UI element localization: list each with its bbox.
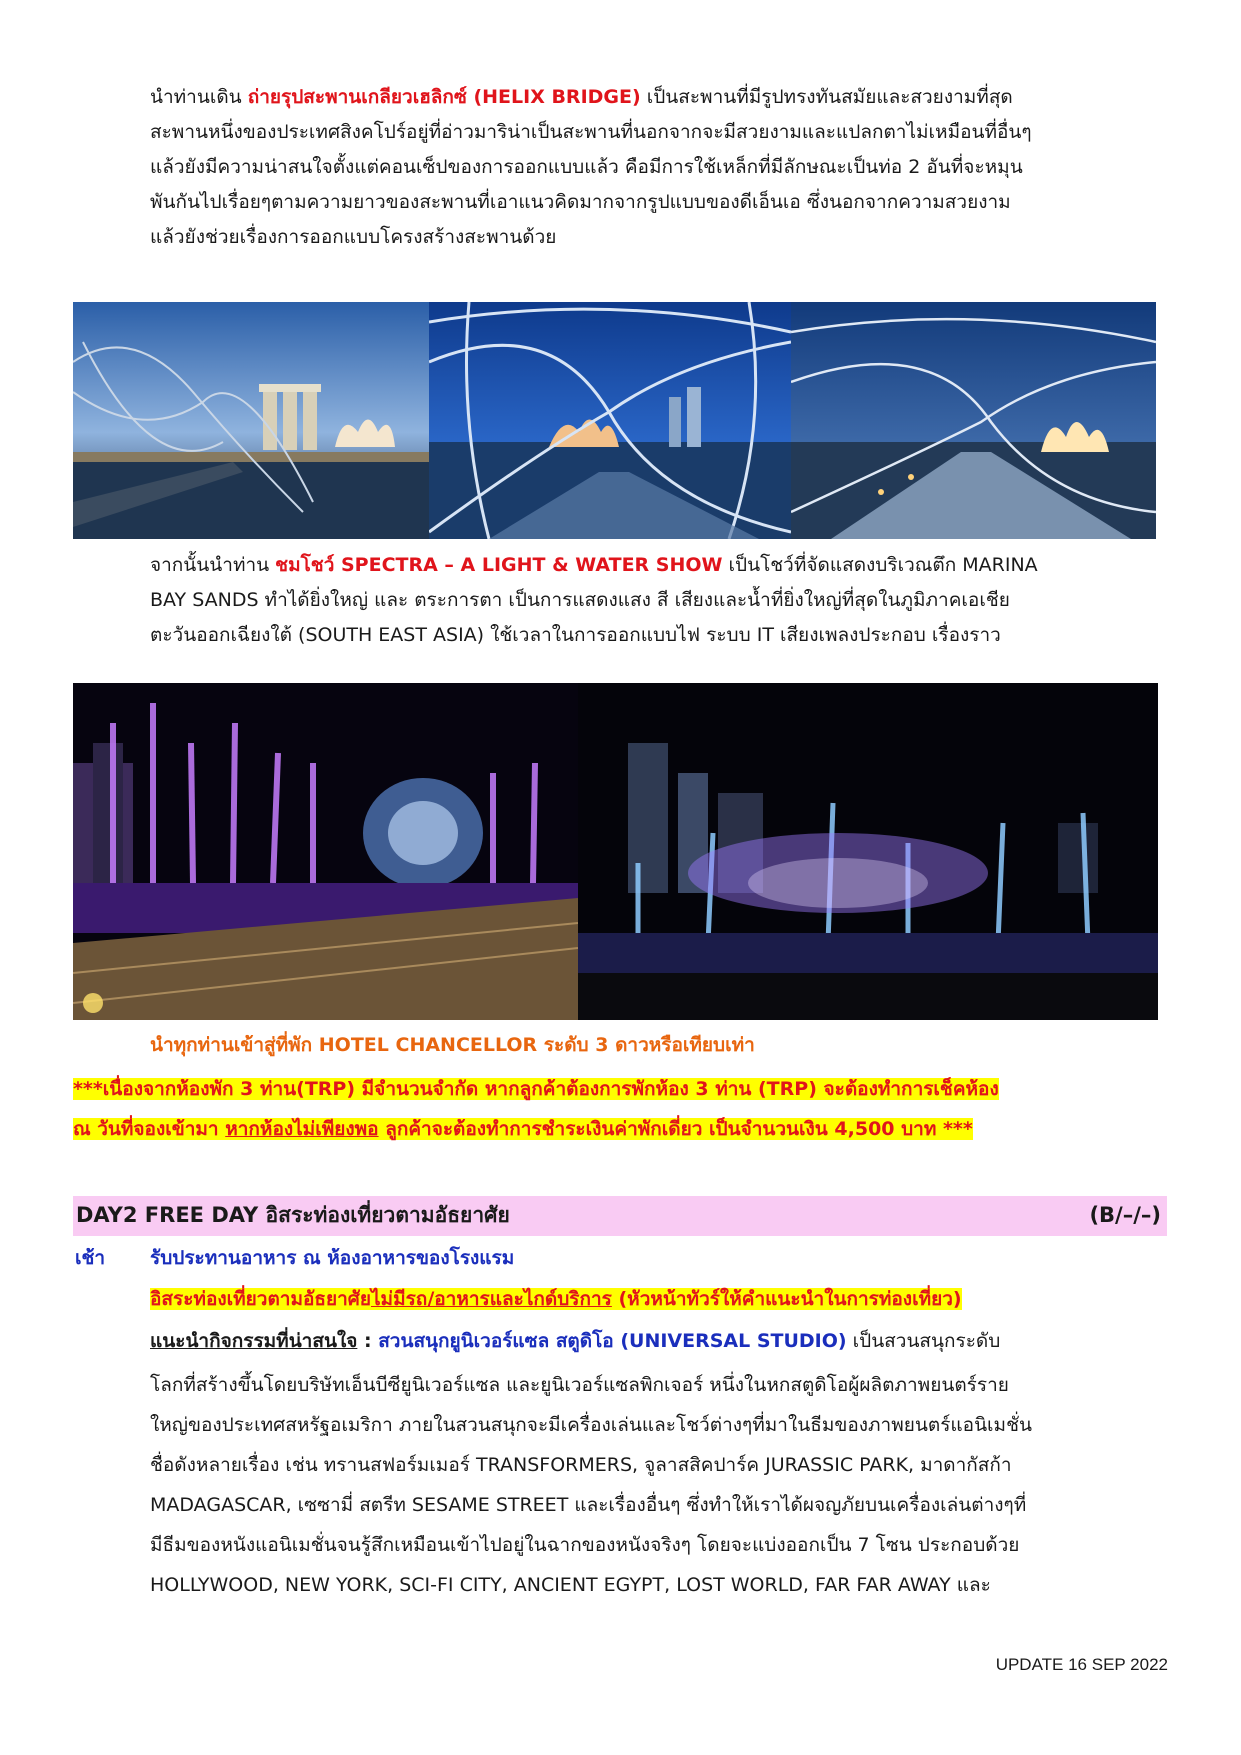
room-notice-line-1 <box>73 1072 999 1107</box>
helix-line-1-post: เป็นสะพานที่มีรูปทรงทันสมัยและสวยงามที่สุด <box>640 86 1013 108</box>
free-day-no-service: ไม่มีรถ/อาหารและไกด์บริการ <box>371 1288 612 1310</box>
spectra-line-1-post: เป็นโชว์ที่จัดแสดงบริเวณตึก MARINA <box>722 554 1038 576</box>
spectra-show-title: ชมโชว์ SPECTRA – A LIGHT & WATER SHOW <box>275 554 723 576</box>
free-day-pre: อิสระท่องเที่ยวตามอัธยาศัย <box>150 1288 371 1310</box>
helix-line-1 <box>150 80 1170 115</box>
spectra-photo-2 <box>578 683 1158 1020</box>
recommend-post: เป็นสวนสนุกระดับ <box>846 1330 1001 1352</box>
universal-line-1: โลกที่สร้างขึ้นโดยบริษัทเอ็นบีซียูนิเวอร์แซล และยูนิเวอร์แซลพิกเจอร์ หนึ่งในหกสตูดิโอผู้ผลิตภาพยนตร์ราย <box>150 1374 1009 1396</box>
universal-line-4: MADAGASCAR, เซซามี่ สตรีท SESAME STREET และเรื่องอื่นๆ ซึ่งทำให้เราได้ผจญภัยบนเครื่องเล่นต่างๆที่ <box>150 1494 1027 1516</box>
helix-line-3: แล้วยังมีความน่าสนใจตั้งแต่คอนเซ็ปของการออกแบบแล้ว คือมีการใช้เหล็กที่มีลักษณะเป็นท่อ 2 อันที่จะหมุน <box>150 156 1023 178</box>
universal-paragraph <box>150 1365 1170 1605</box>
free-day-line <box>150 1282 962 1317</box>
free-day-post: (หัวหน้าทัวร์ให้คำแนะนำในการท่องเที่ยว) <box>611 1288 962 1310</box>
helix-line-5: แล้วยังช่วยเรื่องการออกแบบโครงสร้างสะพานด้วย <box>150 226 557 248</box>
helix-photo-3 <box>791 302 1156 539</box>
room-notice-line-2 <box>73 1112 973 1147</box>
recommend-colon: : <box>357 1330 379 1352</box>
spectra-line-2: BAY SANDS ทำได้ยิ่งใหญ่ และ ตระการตา เป็นการแสดงแสง สี เสียงและน้ำที่ยิ่งใหญ่ที่สุดในภูมิภาคเอเชีย <box>150 589 1010 611</box>
day2-meals: (B/–/–) <box>1089 1203 1161 1227</box>
recommend-label: แนะนำกิจกรรมที่น่าสนใจ <box>150 1330 358 1352</box>
spectra-paragraph <box>150 548 1170 653</box>
universal-line-3: ชื่อดังหลายเรื่อง เช่น ทรานสฟอร์มเมอร์ TRANSFORMERS, จูลาสสิคปาร์ค JURASSIC PARK, มาดากัสก้า <box>150 1454 1012 1476</box>
helix-paragraph <box>150 80 1170 255</box>
room-notice-line-2-post: ลูกค้าจะต้องทำการชำระเงินค่าพักเดี่ยว เป็นจำนวนเงิน 4,500 บาท *** <box>378 1118 973 1140</box>
universal-line-2: ใหญ่ของประเทศสหรัฐอเมริกา ภายในสวนสนุกจะมีเครื่องเล่นและโชว์ต่างๆที่มาในธีมของภาพยนตร์แอนิเมชั่น <box>150 1414 1032 1436</box>
recommend-line <box>150 1324 1000 1359</box>
universal-line-6: HOLLYWOOD, NEW YORK, SCI-FI CITY, ANCIENT EGYPT, LOST WORLD, FAR FAR AWAY และ <box>150 1574 991 1596</box>
universal-line-5: มีธีมของหนังแอนิเมชั่นจนรู้สึกเหมือนเข้าไปอยู่ในฉากของหนังจริงๆ โดยจะแบ่งออกเป็น 7 โซน ประกอบด้วย <box>150 1534 1020 1556</box>
spectra-line-1-pre: จากนั้นนำท่าน <box>150 554 276 576</box>
helix-bridge-title: ถ่ายรุปสะพานเกลียวเฮลิกซ์ (HELIX BRIDGE) <box>247 86 641 108</box>
room-notice-warning: หากห้องไม่เพียงพอ <box>225 1118 379 1140</box>
spectra-line-1 <box>150 548 1170 583</box>
room-notice-text-1: ***เนื่องจากห้องพัก 3 ท่าน(TRP) มีจำนวนจำกัด หากลูกค้าต้องการพักห้อง 3 ท่าน (TRP) จะต้องทำการเช็คห้อง <box>73 1078 999 1100</box>
helix-line-2: สะพานหนึ่งของประเทศสิงคโปร์อยู่ที่อ่าวมาริน่าเป็นสะพานที่นอกจากจะมีสวยงามและแปลกตาไม่เหมือนที่อื่นๆ <box>150 121 1032 143</box>
morning-label: เช้า <box>75 1247 106 1269</box>
helix-photo-1 <box>73 302 429 539</box>
spectra-photo-1 <box>73 683 578 1020</box>
spectra-line-3: ตะวันออกเฉียงใต้ (SOUTH EAST ASIA) ใช้เวลาในการออกแบบไฟ ระบบ IT เสียงเพลงประกอบ เรื่องราว <box>150 624 1001 646</box>
helix-line-1-pre: นำท่านเดิน <box>150 86 248 108</box>
update-footer: UPDATE 16 SEP 2022 <box>995 1655 1168 1674</box>
hotel-line: นำทุกท่านเข้าสู่ที่พัก HOTEL CHANCELLOR ระดับ 3 ดาวหรือเทียบเท่า <box>150 1034 755 1056</box>
morning-breakfast: รับประทานอาหาร ณ ห้องอาหารของโรงแรม <box>150 1247 515 1269</box>
helix-line-4: พันกันไปเรื่อยๆตามความยาวของสะพานที่เอาแนวคิดมากจากรูปแบบของดีเอ็นเอ ซึ่งนอกจากความสวยงาม <box>150 191 1011 213</box>
room-notice-line-2-pre: ณ วันที่จองเข้ามา <box>73 1118 226 1140</box>
day2-title: DAY2 FREE DAY อิสระท่องเที่ยวตามอัธยาศัย <box>76 1203 510 1227</box>
universal-studio-title: สวนสนุกยูนิเวอร์แซล สตูดิโอ (UNIVERSAL STUDIO) <box>378 1330 847 1352</box>
helix-photo-2 <box>429 302 791 539</box>
